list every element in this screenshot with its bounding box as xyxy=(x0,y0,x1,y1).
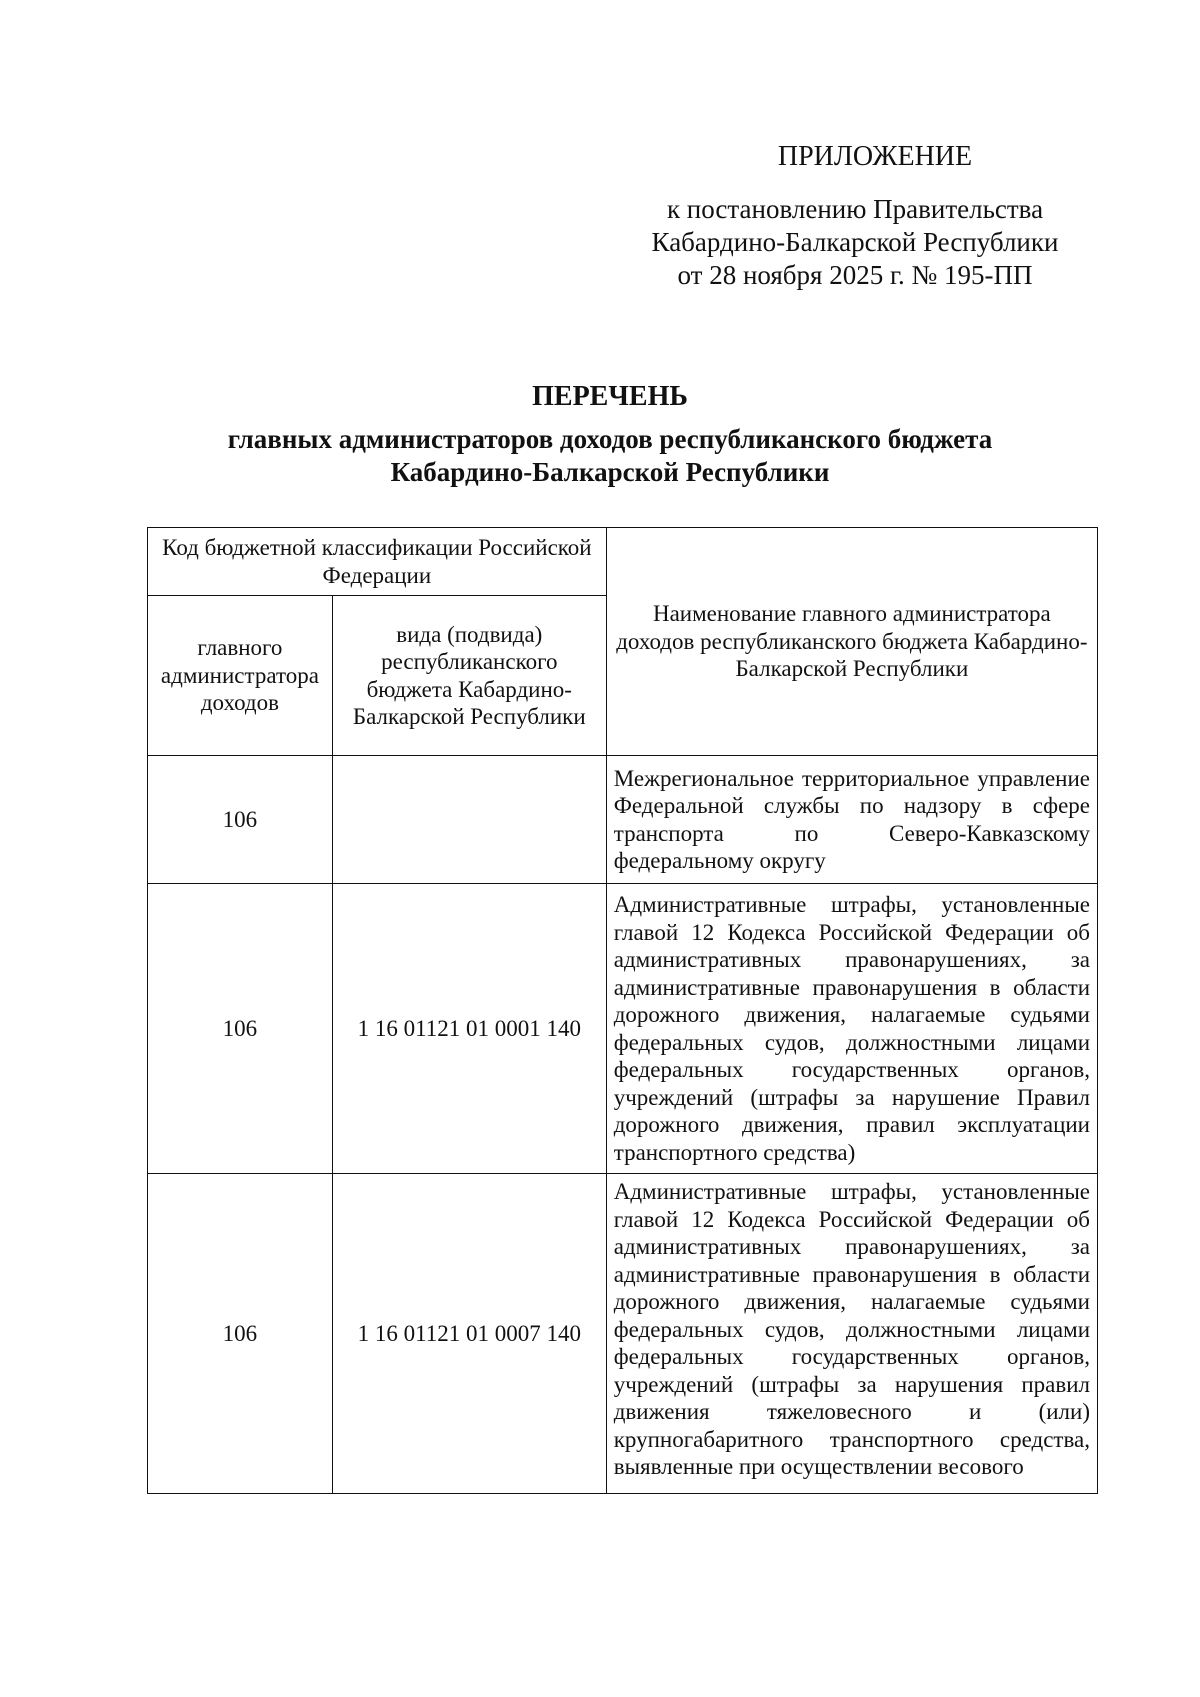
cell-admin-code: 106 xyxy=(148,1174,333,1494)
cell-admin-code: 106 xyxy=(148,756,333,884)
title-main: ПЕРЕЧЕНЬ xyxy=(532,381,688,412)
cell-administrator-name: Административные штрафы, установленные главой 12 Кодекса Российской Федерации об административных правонарушениях, за административные правонарушения в области дорожного движения, налагаемые судьями федеральных судов, должностными лицами федеральных государственных органов, учреждений (штрафы за нарушение Правил дорожного движения, правил эксплуатации транспортного средства) xyxy=(606,884,1097,1174)
cell-revenue-code: 1 16 01121 01 0001 140 xyxy=(332,884,606,1174)
appendix-block xyxy=(620,140,1090,292)
table-row xyxy=(148,756,1098,884)
appendix-line-3: от 28 ноября 2025 г. № 195-ПП xyxy=(677,260,1033,290)
revenue-administrators-table xyxy=(147,527,1098,1494)
cell-administrator-name: Административные штрафы, установленные главой 12 Кодекса Российской Федерации об административных правонарушениях, за административные правонарушения в области дорожного движения, налагаемые судьями федеральных судов, должностными лицами федеральных государственных органов, учреждений (штрафы за нарушения правил движения тяжеловесного и (или) крупногабаритного транспортного средства, выявленные при осуществлении весового xyxy=(606,1174,1097,1494)
appendix-line-1: к постановлению Правительства xyxy=(666,194,1044,224)
cell-admin-code: 106 xyxy=(148,884,333,1174)
title-sub-1: главных администраторов доходов республиканского бюджета xyxy=(227,424,993,454)
header-main-administrator: главного администратора доходов xyxy=(148,596,333,756)
cell-revenue-code xyxy=(332,756,606,884)
header-revenue-type: вида (подвида) республиканского бюджета Кабардино-Балкарской Республики xyxy=(332,596,606,756)
table-row xyxy=(148,1174,1098,1494)
appendix-heading: ПРИЛОЖЕНИЕ xyxy=(777,141,973,172)
header-administrator-name: Наименование главного администратора доходов республиканского бюджета Кабардино-Балкарской Республики xyxy=(606,528,1097,756)
cell-revenue-code: 1 16 01121 01 0007 140 xyxy=(332,1174,606,1494)
table-row xyxy=(148,884,1098,1174)
title-sub-2: Кабардино-Балкарской Республики xyxy=(390,457,830,487)
document-title xyxy=(150,380,1070,489)
cell-administrator-name: Межрегиональное территориальное управление Федеральной службы по надзору в сфере транспорта по Северо-Кавказскому федеральному округу xyxy=(606,756,1097,884)
header-classification-code: Код бюджетной классификации Российской Федерации xyxy=(148,528,607,596)
appendix-line-2: Кабардино-Балкарской Республики xyxy=(651,227,1059,257)
